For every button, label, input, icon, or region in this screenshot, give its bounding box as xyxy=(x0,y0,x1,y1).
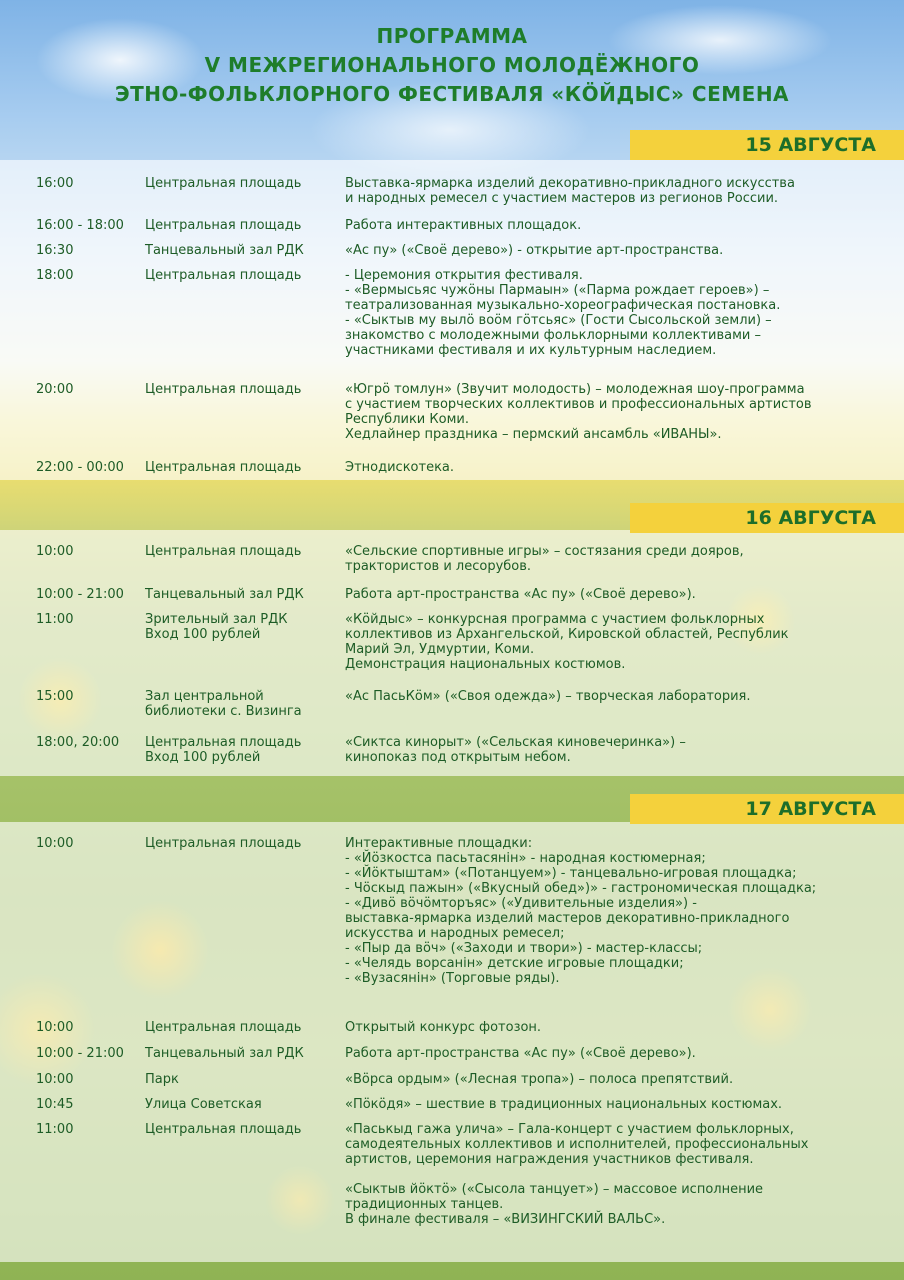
event-time: 11:00 xyxy=(36,1122,74,1137)
event-time: 22:00 - 00:00 xyxy=(36,460,124,475)
event-description: Интерактивные площадки: - «Йӧзкостса пасьтасянін» - народная костюмерная; - «Йӧктыштам» («Потанцуем») - танцевально-игровая площадка; - Чӧскыд пажын» («Вкусный обед»)» - гастрономическая площадка; - «Дивӧ вӧчӧмторъяс» («Удивительные изделия») - выставка-ярмарка изделий мастеров декоративно-прикладного искусства и народных ремесел; - «Пыр да вӧч» («Заходи и твори») - мастер-классы; - «Челядь ворсанін» детские игровые площадки; - «Вузасянін» (Торговые ряды). xyxy=(345,836,817,986)
event-time: 10:00 - 21:00 xyxy=(36,587,124,602)
event-time: 10:00 xyxy=(36,836,74,851)
event-place: Центральная площадь xyxy=(145,176,302,191)
event-description: «Вӧрса ордым» («Лесная тропа») – полоса препятствий. xyxy=(345,1072,734,1087)
event-description: «Пӧкӧдя» – шествие в традиционных национальных костюмах. xyxy=(345,1097,783,1112)
event-time: 16:00 - 18:00 xyxy=(36,218,124,233)
day-header-15: 15 АВГУСТА xyxy=(630,130,904,160)
event-place: Центральная площадь Вход 100 рублей xyxy=(145,735,302,765)
event-description: Этнодискотека. xyxy=(345,460,455,475)
event-place: Центральная площадь xyxy=(145,382,302,397)
event-place: Центральная площадь xyxy=(145,460,302,475)
event-place: Центральная площадь xyxy=(145,268,302,283)
day-header-16: 16 АВГУСТА xyxy=(630,503,904,533)
event-description: «Сиктса кинорыт» («Сельская киновечеринка») – кинопоказ под открытым небом. xyxy=(345,735,686,765)
event-place: Зал центральной библиотеки с. Визинга xyxy=(145,689,302,719)
title-line-2: V МЕЖРЕГИОНАЛЬНОГО МОЛОДЁЖНОГО xyxy=(204,53,700,77)
event-time: 10:00 - 21:00 xyxy=(36,1046,124,1061)
event-description: «Паськыд гажа улича» – Гала-концерт с участием фольклорных, самодеятельных коллективов и исполнителей, профессиональных артистов, церемония награждения участников фестиваля. «Сыктыв йӧктӧ» («Сысола танцует») – массовое исполнение традиционных танцев. В финале фестиваля – «ВИЗИНГСКИЙ ВАЛЬС». xyxy=(345,1122,809,1227)
event-time: 18:00 xyxy=(36,268,74,283)
event-place: Танцевальный зал РДК xyxy=(145,587,304,602)
event-time: 15:00 xyxy=(36,689,74,704)
event-time: 11:00 xyxy=(36,612,74,627)
event-description: - Церемония открытия фестиваля. - «Вермысьяс чужӧны Пармаын» («Парма рождает героев») – театрализованная музыкально-хореографическая постановка. - «Сыктыв му вылӧ воӧм гӧтсьяс» (Гости Сысольской земли) – знакомство с молодежными фольклорными коллективами – участниками фестиваля и их культурным наследием. xyxy=(345,268,781,358)
event-place: Центральная площадь xyxy=(145,836,302,851)
event-time: 16:30 xyxy=(36,243,74,258)
event-place: Улица Советская xyxy=(145,1097,262,1112)
event-time: 10:00 xyxy=(36,544,74,559)
day-header-17: 17 АВГУСТА xyxy=(630,794,904,824)
event-place: Танцевальный зал РДК xyxy=(145,243,304,258)
title-line-1: ПРОГРАММА xyxy=(376,24,528,48)
event-place: Центральная площадь xyxy=(145,544,302,559)
event-description: «Сельские спортивные игры» – состязания среди дояров, трактористов и лесорубов. xyxy=(345,544,744,574)
title-line-3: ЭТНО-ФОЛЬКЛОРНОГО ФЕСТИВАЛЯ «КӦЙДЫС» СЕМЕНА xyxy=(114,82,790,106)
event-place: Танцевальный зал РДК xyxy=(145,1046,304,1061)
event-time: 20:00 xyxy=(36,382,74,397)
event-description: «Кӧйдыс» – конкурсная программа с участием фольклорных коллективов из Архангельской, Кировской областей, Республик Марий Эл, Удмуртии, Коми. Демонстрация национальных костюмов. xyxy=(345,612,789,672)
event-time: 16:00 xyxy=(36,176,74,191)
event-description: «Ас ПасьКӧм» («Своя одежда») – творческая лаборатория. xyxy=(345,689,751,704)
event-place: Центральная площадь xyxy=(145,1122,302,1137)
event-description: «Югрӧ томлун» (Звучит молодость) – молодежная шоу-программа с участием творческих коллективов и профессиональных артистов Республики Коми. Хедлайнер праздника – пермский ансамбль «ИВАНЫ». xyxy=(345,382,812,442)
event-time: 10:00 xyxy=(36,1020,74,1035)
event-description: Работа интерактивных площадок. xyxy=(345,218,582,233)
event-time: 10:00 xyxy=(36,1072,74,1087)
event-description: Работа арт-пространства «Ас пу» («Своё дерево»). xyxy=(345,1046,696,1061)
event-time: 18:00, 20:00 xyxy=(36,735,120,750)
event-description: Выставка-ярмарка изделий декоративно-прикладного искусства и народных ремесел с участием мастеров из регионов России. xyxy=(345,176,795,206)
event-description: «Ас пу» («Своё дерево») - открытие арт-пространства. xyxy=(345,243,724,258)
event-description: Открытый конкурс фотозон. xyxy=(345,1020,542,1035)
event-place: Зрительный зал РДК Вход 100 рублей xyxy=(145,612,288,642)
page-title xyxy=(0,22,904,109)
event-time: 10:45 xyxy=(36,1097,74,1112)
event-description: Работа арт-пространства «Ас пу» («Своё дерево»). xyxy=(345,587,696,602)
event-place: Центральная площадь xyxy=(145,218,302,233)
event-place: Центральная площадь xyxy=(145,1020,302,1035)
event-place: Парк xyxy=(145,1072,179,1087)
